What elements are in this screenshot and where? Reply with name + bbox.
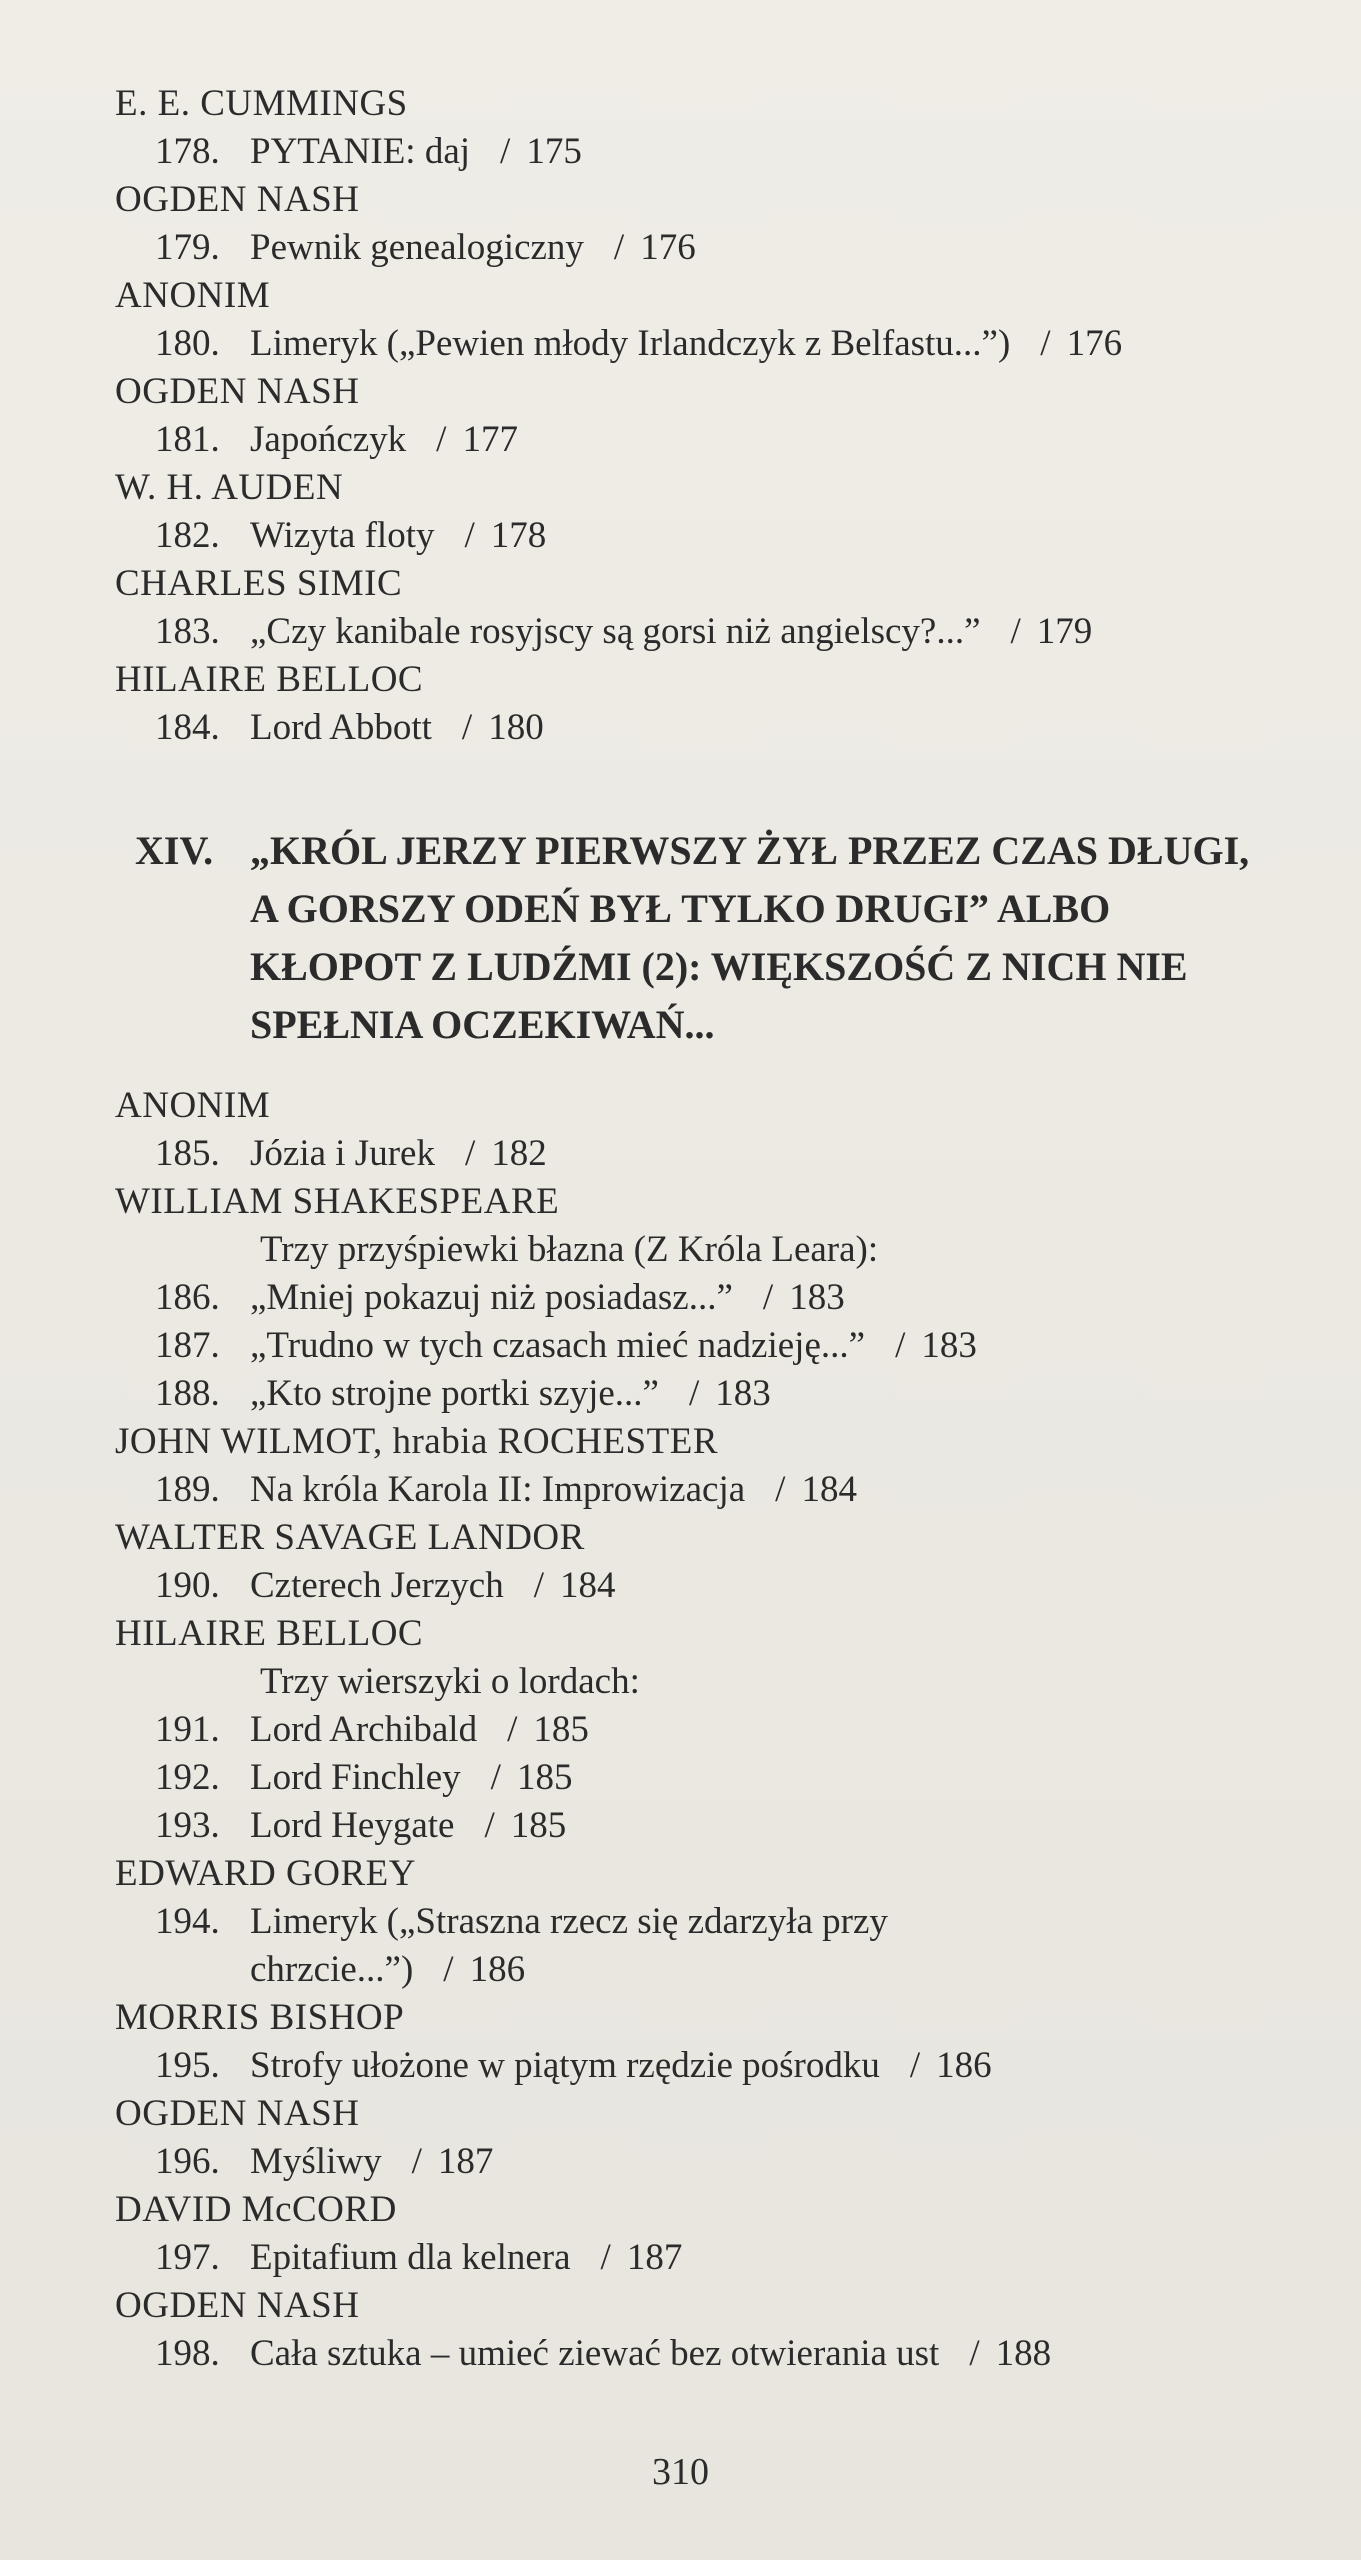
author-name: WALTER SAVAGE LANDOR <box>115 1517 585 1558</box>
entry-page: 176 <box>1066 323 1123 364</box>
entry-number: 185. <box>155 1133 220 1174</box>
section-heading <box>115 822 1295 1054</box>
toc-entry <box>115 1322 1295 1370</box>
group-note: Trzy przyśpiewki błazna (Z Króla Leara): <box>260 1229 879 1270</box>
author-name: JOHN WILMOT, hrabia ROCHESTER <box>115 1421 719 1462</box>
toc-entry <box>115 1802 1295 1850</box>
author-name: ANONIM <box>115 1085 271 1126</box>
entry-number: 186. <box>155 1277 220 1318</box>
author-name: OGDEN NASH <box>115 179 360 220</box>
entry-page: 184 <box>560 1565 616 1606</box>
toc-list-before <box>115 80 1295 752</box>
entry-page: 187 <box>437 2141 494 2182</box>
page-separator: / <box>775 1469 786 1510</box>
entry-title: Lord Abbott <box>250 707 432 748</box>
page-separator: / <box>1040 323 1051 364</box>
toc-entry <box>115 1130 1295 1178</box>
author-name: MORRIS BISHOP <box>115 1997 405 2038</box>
entry-page: 186 <box>469 1949 526 1990</box>
page-separator: / <box>613 227 625 268</box>
entry-number: 183. <box>155 611 220 652</box>
entry-page: 185 <box>510 1805 567 1846</box>
entry-title: Józia i Jurek <box>250 1133 435 1174</box>
entry-page: 183 <box>921 1325 977 1366</box>
page-separator: / <box>490 1757 501 1798</box>
entry-title: Lord Finchley <box>250 1757 461 1798</box>
entry-page: 186 <box>936 2045 992 2086</box>
section-number: XIV. <box>135 828 214 873</box>
section-title: „KRÓL JERZY PIERWSZY ŻYŁ PRZEZ CZAS DŁUGI, A GORSZY ODEŃ BYŁ TYLKO DRUGI” ALBO KŁOPOT Z LUDŹMI (2): WIĘKSZOŚĆ Z NICH NIE SPEŁNIA OCZEKIWAŃ... <box>250 828 1250 1047</box>
entry-title: Limeryk („Straszna rzecz się zdarzyła przy <box>250 1901 888 1942</box>
toc-entry <box>115 1466 1295 1514</box>
entry-title: PYTANIE: daj <box>250 131 471 172</box>
author-name: E. E. CUMMINGS <box>115 83 408 124</box>
toc-entry <box>115 1706 1295 1754</box>
entry-page: 178 <box>490 515 547 556</box>
entry-title: „Trudno w tych czasach mieć nadzieję...” <box>250 1325 866 1366</box>
entry-title: Lord Archibald <box>250 1709 478 1750</box>
toc-entry <box>115 1562 1295 1610</box>
page-separator: / <box>762 1277 774 1318</box>
author-name: CHARLES SIMIC <box>115 563 403 604</box>
entry-number: 184. <box>155 707 220 748</box>
entry-title: „Czy kanibale rosyjscy są gorsi niż angielscy?...” <box>250 611 981 652</box>
author-name: HILAIRE BELLOC <box>115 659 424 700</box>
entry-title: „Mniej pokazuj niż posiadasz...” <box>250 1277 733 1318</box>
toc-entry <box>115 608 1295 656</box>
toc-entry <box>115 416 1295 464</box>
page-separator: / <box>500 131 511 172</box>
entry-number: 189. <box>155 1469 220 1510</box>
toc-entry <box>115 2330 1295 2378</box>
entry-title: Na króla Karola II: Improwizacja <box>250 1469 746 1510</box>
entry-page: 184 <box>801 1469 857 1510</box>
entry-page: 183 <box>715 1373 771 1414</box>
toc-entry <box>115 1898 1295 1994</box>
toc-entry <box>115 224 1295 272</box>
entry-title: Czterech Jerzych <box>250 1565 504 1606</box>
entry-page: 177 <box>462 419 518 460</box>
entry-number: 193. <box>155 1805 220 1846</box>
toc-entry <box>115 2234 1295 2282</box>
toc-entry <box>115 704 1295 752</box>
entry-number: 178. <box>155 131 220 172</box>
page-separator: / <box>484 1805 495 1846</box>
page-separator: / <box>969 2333 980 2374</box>
page-separator: / <box>461 707 473 748</box>
page-separator: / <box>895 1325 906 1366</box>
author-name: OGDEN NASH <box>115 2093 360 2134</box>
toc-list-after <box>115 1082 1295 2378</box>
entry-number: 182. <box>155 515 220 556</box>
entry-number: 191. <box>155 1709 220 1750</box>
author-name: WILLIAM SHAKESPEARE <box>115 1181 560 1222</box>
entry-number: 196. <box>155 2141 220 2182</box>
entry-title: Pewnik genealogiczny <box>250 227 584 268</box>
toc-entry <box>115 320 1295 368</box>
entry-page: 187 <box>626 2237 683 2278</box>
entry-page: 176 <box>640 227 696 268</box>
page-separator: / <box>688 1373 700 1414</box>
author-name: DAVID McCORD <box>115 2189 397 2230</box>
toc-entry <box>115 512 1295 560</box>
entry-page: 185 <box>533 1709 589 1750</box>
page-separator: / <box>909 2045 921 2086</box>
entry-title: Japończyk <box>250 419 407 460</box>
author-name: W. H. AUDEN <box>115 467 344 508</box>
entry-page: 180 <box>488 707 544 748</box>
entry-number: 194. <box>155 1901 220 1942</box>
toc-entry <box>115 1370 1295 1418</box>
author-name: HILAIRE BELLOC <box>115 1613 424 1654</box>
entry-number: 187. <box>155 1325 220 1366</box>
page-separator: / <box>411 2141 422 2182</box>
entry-page: 183 <box>789 1277 845 1318</box>
author-name: ANONIM <box>115 275 271 316</box>
toc-entry <box>115 2042 1295 2090</box>
entry-number: 180. <box>155 323 220 364</box>
entry-number: 192. <box>155 1757 220 1798</box>
page-number: 310 <box>652 2451 709 2493</box>
page-separator: / <box>600 2237 611 2278</box>
page-separator: / <box>436 419 447 460</box>
entry-title: „Kto strojne portki szyje...” <box>250 1373 659 1414</box>
author-name: OGDEN NASH <box>115 371 360 412</box>
toc-entry <box>115 128 1295 176</box>
entry-continuation-line <box>155 1946 1295 1994</box>
page-separator: / <box>507 1709 518 1750</box>
entry-title-continuation: chrzcie...”) <box>250 1949 414 1990</box>
entry-number: 181. <box>155 419 220 460</box>
entry-number: 190. <box>155 1565 220 1606</box>
toc-entry <box>115 1274 1295 1322</box>
page-separator: / <box>533 1565 544 1606</box>
entry-title: Myśliwy <box>250 2141 382 2182</box>
entry-title: Cała sztuka – umieć ziewać bez otwierania ust <box>250 2333 940 2374</box>
entry-title: Limeryk („Pewien młody Irlandczyk z Belfastu...”) <box>250 323 1011 364</box>
entry-number: 195. <box>155 2045 220 2086</box>
author-name: OGDEN NASH <box>115 2285 360 2326</box>
entry-page: 175 <box>526 131 582 172</box>
entry-page: 185 <box>516 1757 573 1798</box>
entry-title: Wizyta floty <box>250 515 435 556</box>
entry-page: 182 <box>491 1133 547 1174</box>
entry-title: Lord Heygate <box>250 1805 455 1846</box>
entry-title: Strofy ułożone w piątym rzędzie pośrodku <box>250 2045 880 2086</box>
author-name: EDWARD GOREY <box>115 1853 416 1894</box>
entry-title: Epitafium dla kelnera <box>250 2237 571 2278</box>
entry-number: 188. <box>155 1373 220 1414</box>
entry-page: 188 <box>995 2333 1052 2374</box>
group-note: Trzy wierszyki o lordach: <box>260 1661 640 1702</box>
page-separator: / <box>443 1949 454 1990</box>
page-separator: / <box>464 1133 476 1174</box>
toc-entry <box>115 1754 1295 1802</box>
entry-page: 179 <box>1036 611 1093 652</box>
page-separator: / <box>464 515 475 556</box>
page-separator: / <box>1010 611 1021 652</box>
toc-entry <box>115 2138 1295 2186</box>
entry-number: 179. <box>155 227 220 268</box>
entry-number: 198. <box>155 2333 220 2374</box>
entry-number: 197. <box>155 2237 220 2278</box>
table-of-contents <box>115 80 1295 2378</box>
